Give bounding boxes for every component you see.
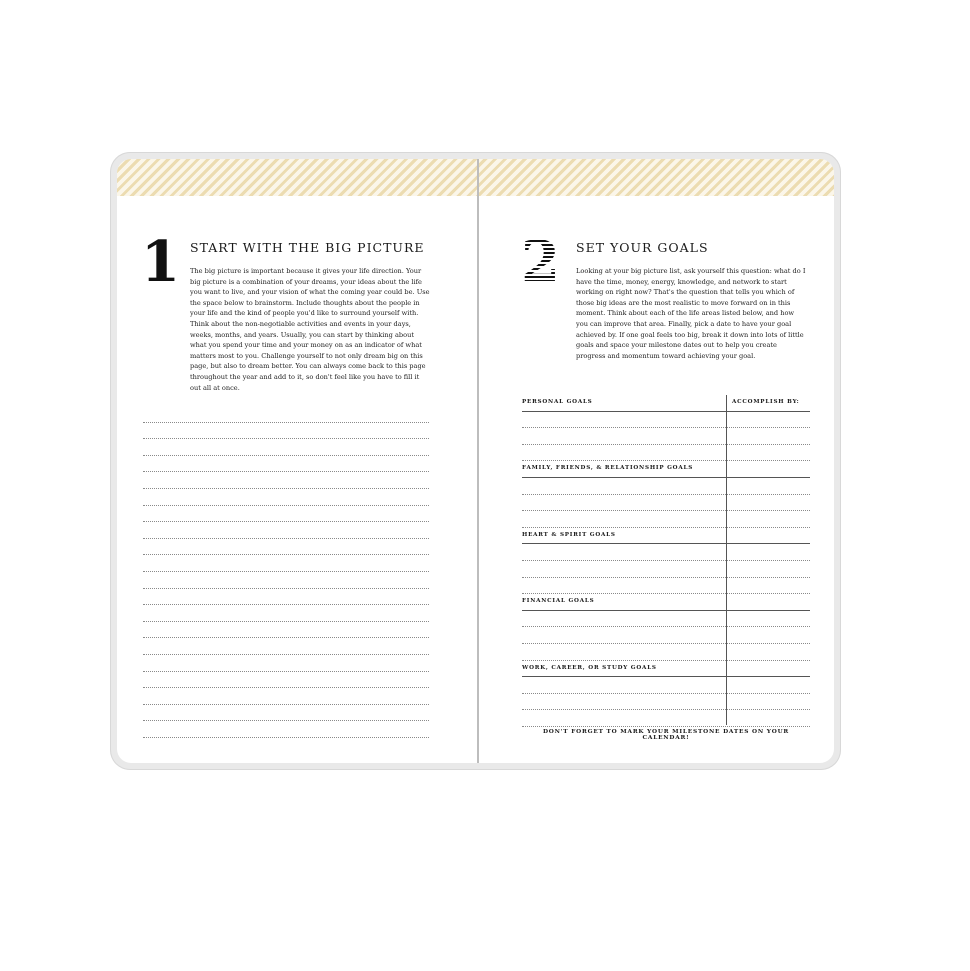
- goals-table: [522, 395, 810, 727]
- goal-line[interactable]: [522, 561, 810, 578]
- writing-line[interactable]: [143, 406, 429, 423]
- writing-line[interactable]: [143, 705, 429, 722]
- planner-spread: [117, 159, 834, 763]
- goal-line[interactable]: [522, 694, 810, 711]
- writing-line[interactable]: [143, 655, 429, 672]
- writing-line[interactable]: [143, 423, 429, 440]
- writing-line[interactable]: [143, 439, 429, 456]
- goal-section-label: FAMILY, FRIENDS, & RELATIONSHIP GOALS: [522, 461, 810, 478]
- right-page-body: Looking at your big picture list, ask yourself this question: what do I have the time, money, energy, knowledge, and network to start working on right now? That's the question that tells you which of those big ideas are the most realistic to move forward on in this moment. Think about each of the life areas listed below, and how you can improve that area. Finally, pick a date to have your goal achieved by. If one goal feels too big, break it down into lots of little goals and space your milestone dates out to help you create progress and momentum toward achieving your goal.: [576, 267, 806, 360]
- left-page: [117, 196, 477, 763]
- accomplish-by-header: ACCOMPLISH BY:: [732, 399, 800, 405]
- writing-line[interactable]: [143, 539, 429, 556]
- writing-line[interactable]: [143, 672, 429, 689]
- writing-line[interactable]: [143, 605, 429, 622]
- right-page-title: SET YOUR GOALS: [576, 240, 709, 255]
- writing-line[interactable]: [143, 572, 429, 589]
- left-page-body: The big picture is important because it gives your life direction. Your big picture is a combination of your dreams, your ideas about the life you want to live, and your vision of what the coming year could be. Use the space below to brainstorm. Include thoughts about the people in your life and the kind of people you'd like to surround yourself with. Think about the non-negotiable activities and events in your days, weeks, months, and years. Usually, you can start by thinking about what you spend your time and your money on as an indicator of what matters most to you. Challenge yourself to not only dream big on this page, but also to dream better. You can always come back to this page throughout the year and add to it, so don't feel like you have to fill it out all at once.: [190, 267, 430, 392]
- writing-line[interactable]: [143, 555, 429, 572]
- goal-section-label: HEART & SPIRIT GOALS: [522, 528, 810, 545]
- goal-line[interactable]: [522, 644, 810, 661]
- decorative-stripe-band: [117, 159, 834, 196]
- brainstorm-lines[interactable]: [143, 406, 429, 738]
- goal-line[interactable]: [522, 611, 810, 628]
- goal-line[interactable]: [522, 495, 810, 512]
- milestone-reminder: DON'T FORGET TO MARK YOUR MILESTONE DATES ON YOUR CALENDAR!: [542, 729, 790, 741]
- goal-section-work-career: [522, 661, 810, 727]
- goal-line[interactable]: [522, 578, 810, 595]
- goal-section-heart-spirit: [522, 528, 810, 594]
- goal-section-label: PERSONAL GOALS: [522, 395, 810, 412]
- goal-section-label: WORK, CAREER, OR STUDY GOALS: [522, 661, 810, 678]
- step-number-1: 1: [141, 229, 180, 295]
- writing-line[interactable]: [143, 688, 429, 705]
- goal-line[interactable]: [522, 445, 810, 462]
- goal-section-financial: [522, 594, 810, 660]
- goal-section-label: FINANCIAL GOALS: [522, 594, 810, 611]
- writing-line[interactable]: [143, 472, 429, 489]
- writing-line[interactable]: [143, 721, 429, 738]
- writing-line[interactable]: [143, 489, 429, 506]
- goal-line[interactable]: [522, 478, 810, 495]
- goal-line[interactable]: [522, 627, 810, 644]
- writing-line[interactable]: [143, 456, 429, 473]
- goal-section-relationships: [522, 461, 810, 527]
- goal-line[interactable]: [522, 511, 810, 528]
- right-page: [479, 196, 834, 763]
- writing-line[interactable]: [143, 506, 429, 523]
- goal-line[interactable]: [522, 677, 810, 694]
- step-number-2: 2: [521, 234, 569, 286]
- writing-line[interactable]: [143, 589, 429, 606]
- left-page-title: START WITH THE BIG PICTURE: [190, 240, 425, 255]
- writing-line[interactable]: [143, 622, 429, 639]
- open-planner: [110, 152, 841, 770]
- goal-line[interactable]: [522, 412, 810, 429]
- goal-line[interactable]: [522, 428, 810, 445]
- goal-line[interactable]: [522, 544, 810, 561]
- goal-line[interactable]: [522, 710, 810, 727]
- writing-line[interactable]: [143, 638, 429, 655]
- writing-line[interactable]: [143, 522, 429, 539]
- goal-section-personal: [522, 395, 810, 461]
